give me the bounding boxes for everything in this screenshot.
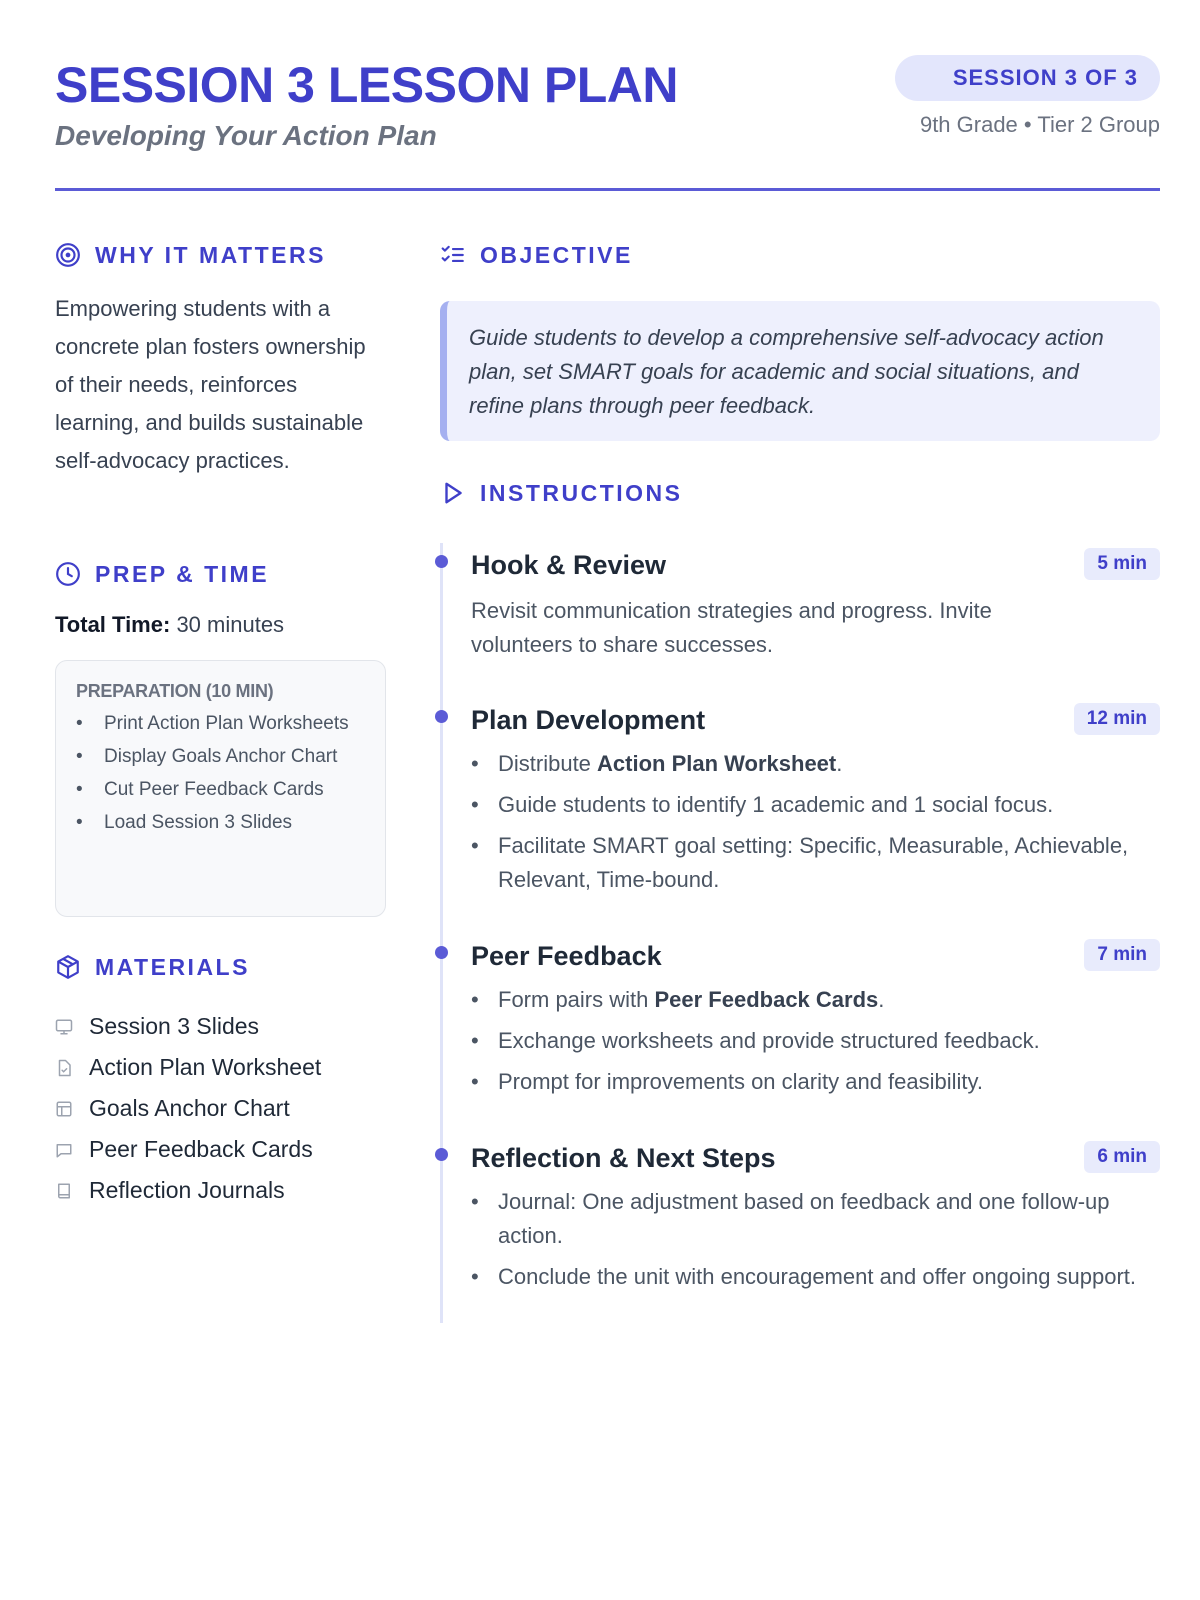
section-label: INSTRUCTIONS [480, 479, 683, 506]
step-title: Hook & Review [471, 550, 667, 580]
section-label: WHY IT MATTERS [95, 241, 326, 268]
target-icon [55, 242, 81, 268]
total-time-label: Total Time: [55, 612, 171, 637]
total-time-value: 30 minutes [176, 612, 285, 637]
preparation-box [55, 660, 386, 917]
book-icon [55, 1182, 73, 1200]
timeline-line [440, 543, 443, 1323]
list-item [471, 829, 1151, 897]
material-item [55, 1047, 385, 1088]
preparation-title: PREPARATION (10 MIN) [76, 681, 274, 701]
bullet-text: Prompt for improvements on clarity and feasibility. [498, 1069, 983, 1094]
lesson-plan-page [55, 0, 1160, 1600]
list-item [471, 1065, 1151, 1099]
material-item [55, 1088, 385, 1129]
material-label: Reflection Journals [89, 1177, 285, 1203]
bullet-text: Form pairs with [498, 987, 655, 1012]
message-icon [55, 1141, 73, 1159]
materials-heading [55, 952, 250, 982]
grade-group-label: 9th Grade • Tier 2 Group [919, 112, 1160, 137]
session-badge: SESSION 3 OF 3 [895, 55, 1160, 101]
bullet-text: Distribute [498, 751, 598, 776]
box-icon [55, 954, 81, 980]
timeline-dot [435, 1148, 448, 1161]
section-label: OBJECTIVE [480, 241, 633, 268]
page-subtitle: Developing Your Action Plan [55, 120, 437, 151]
timeline-dot [435, 555, 448, 568]
bullet-text: Exchange worksheets and provide structured feedback. [498, 1028, 1040, 1053]
material-item [55, 1129, 385, 1170]
list-item [471, 983, 1151, 1017]
step-bullets [471, 747, 1151, 904]
list-item [471, 747, 1151, 781]
objective-heading [440, 240, 633, 270]
material-label: Action Plan Worksheet [89, 1054, 322, 1080]
why-it-matters-text: Empowering students with a concrete plan fosters ownership of their needs, reinforces learning, and builds sustainable self-advocacy practices. [55, 296, 366, 473]
bullet-text: Guide students to identify 1 academic and 1 social focus. [498, 792, 1054, 817]
section-label: PREP & TIME [95, 560, 270, 587]
material-label: Goals Anchor Chart [89, 1095, 290, 1121]
step-title: Peer Feedback [471, 941, 662, 971]
monitor-icon [55, 1018, 73, 1036]
preparation-list [76, 710, 365, 836]
play-icon [440, 480, 466, 506]
step-description: Revisit communication strategies and progress. Invite volunteers to share successes. [471, 598, 992, 657]
bullet-text: Journal: One adjustment based on feedback and one follow-up action. [498, 1189, 1110, 1248]
list-item: • Load Session 3 Slides [76, 809, 365, 836]
step-title: Reflection & Next Steps [471, 1143, 776, 1173]
list-item: • Display Goals Anchor Chart [76, 743, 365, 770]
why-it-matters-heading [55, 240, 326, 270]
list-item: • Cut Peer Feedback Cards [76, 776, 365, 803]
header [55, 55, 1160, 191]
list-item [471, 788, 1151, 822]
material-item [55, 1170, 385, 1211]
list-item [471, 1260, 1151, 1294]
list-item [471, 1024, 1151, 1058]
prep-time-heading [55, 559, 269, 589]
material-item [55, 1006, 385, 1047]
checklist-icon [440, 242, 466, 268]
duration-badge: 7 min [1084, 939, 1160, 971]
clock-icon [55, 561, 81, 587]
page-title: SESSION 3 LESSON PLAN [55, 57, 678, 113]
instructions-heading [440, 478, 683, 508]
materials-list [55, 1006, 385, 1211]
timeline-dot [435, 946, 448, 959]
duration-badge: 5 min [1084, 548, 1160, 580]
objective-text: Guide students to develop a comprehensive self-advocacy action plan, set SMART goals for academic and social situations, and refine plans through peer feedback. [440, 301, 1160, 441]
bullet-bold: Action Plan Worksheet [597, 751, 837, 776]
list-item: • Print Action Plan Worksheets [76, 710, 365, 737]
bullet-text: Facilitate SMART goal setting: Specific, Measurable, Achievable, Relevant, Time-bound. [498, 833, 1129, 892]
bullet-text: . [836, 751, 843, 776]
duration-badge: 6 min [1084, 1141, 1160, 1173]
list-item [471, 1185, 1151, 1253]
total-time [55, 612, 284, 638]
timeline-dot [435, 710, 448, 723]
step-title: Plan Development [471, 705, 706, 735]
section-label: MATERIALS [95, 953, 250, 980]
step-bullets [471, 1185, 1151, 1301]
material-label: Peer Feedback Cards [89, 1136, 313, 1162]
material-label: Session 3 Slides [89, 1013, 260, 1039]
layout-icon [55, 1100, 73, 1118]
duration-badge: 12 min [1074, 703, 1160, 735]
bullet-text: Conclude the unit with encouragement and offer ongoing support. [498, 1264, 1137, 1289]
step-bullets [471, 983, 1151, 1106]
bullet-text: . [878, 987, 885, 1012]
bullet-bold: Peer Feedback Cards [654, 987, 879, 1012]
file-check-icon [55, 1059, 73, 1077]
